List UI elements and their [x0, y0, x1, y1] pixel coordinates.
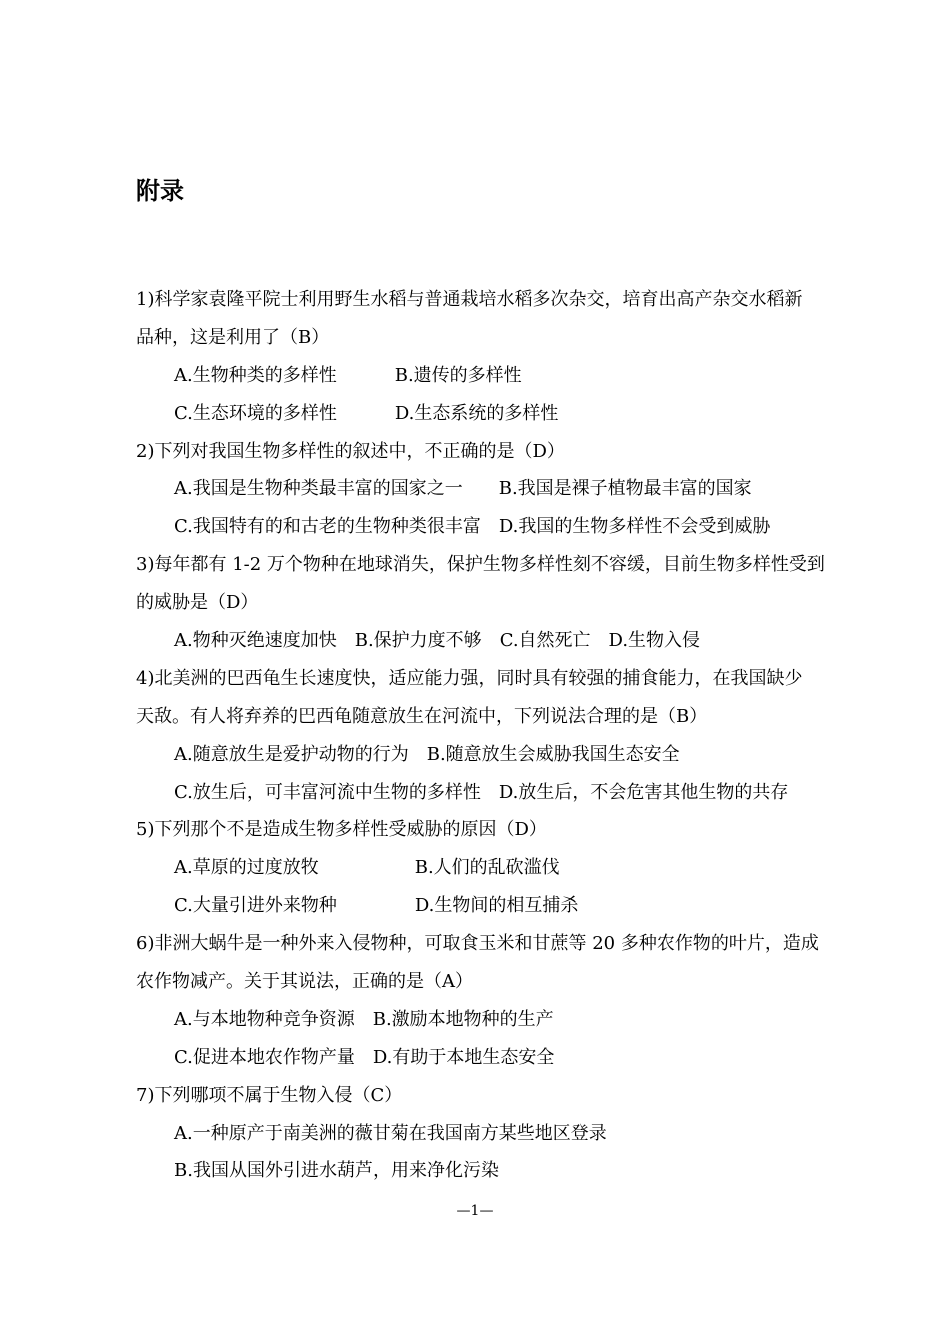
option: D.生态系统的多样性 — [394, 402, 559, 424]
option: C.放生后，可丰富河流中生物的多样性 — [174, 781, 481, 803]
option: D.生物入侵 — [608, 630, 701, 652]
option-row — [136, 774, 861, 812]
option-row — [136, 849, 861, 887]
option: A.生物种类的多样性 — [174, 364, 337, 386]
question-list — [136, 281, 861, 1190]
option-row — [136, 357, 861, 395]
option: B.我国从国外引进水葫芦，用来净化污染 — [174, 1160, 499, 1182]
option-row — [136, 1039, 861, 1077]
page-number: —1— — [456, 1203, 494, 1219]
question-stem-line: 农作物减产。关于其说法，正确的是（A） — [136, 971, 473, 993]
option: A.物种灭绝速度加快 — [174, 630, 337, 652]
option: B.保护力度不够 — [354, 630, 482, 652]
question-stem-line: 6)非洲大蜗牛是一种外来入侵物种，可取食玉米和甘蔗等 20 多种农作物的叶片，造成 — [136, 933, 819, 955]
option-row — [136, 1001, 861, 1039]
question-stem-line: 1)科学家袁隆平院士利用野生水稻与普通栽培水稻多次杂交，培育出高产杂交水稻新 — [136, 289, 803, 310]
option: D.我国的生物多样性不会受到威胁 — [498, 516, 771, 538]
option: D.放生后，不会危害其他生物的共存 — [498, 781, 789, 803]
option: A.草原的过度放牧 — [174, 857, 319, 879]
option-row — [136, 508, 861, 546]
question-stem-line: 天敌。有人将弃养的巴西龟随意放生在河流中，下列说法合理的是（B） — [136, 705, 708, 727]
option: A.一种原产于南美洲的薇甘菊在我国南方某些地区登录 — [174, 1122, 607, 1144]
page-title: 附录 — [136, 177, 184, 205]
option: C.促进本地农作物产量 — [174, 1046, 355, 1068]
question-stem-line: 品种，这是利用了（B） — [136, 326, 330, 348]
option-row — [136, 887, 861, 925]
option-row — [136, 736, 861, 774]
question-stem-line: 3)每年都有 1-2 万个物种在地球消失，保护生物多样性刻不容缓，目前生物多样性受到 — [136, 554, 825, 576]
question-stem-line: 5)下列那个不是造成生物多样性受威胁的原因（D） — [136, 819, 547, 841]
option: B.激励本地物种的生产 — [372, 1008, 554, 1030]
option-row — [136, 622, 861, 660]
option: D.有助于本地生态安全 — [372, 1046, 555, 1068]
option: B.我国是裸子植物最丰富的国家 — [498, 478, 752, 500]
option-row — [136, 1115, 861, 1153]
option: C.大量引进外来物种 — [174, 895, 337, 917]
question-stem-line: 的威胁是（D） — [136, 592, 259, 614]
option: C.自然死亡 — [499, 630, 591, 652]
option: C.生态环境的多样性 — [174, 402, 337, 424]
option: B.人们的乱砍滥伐 — [414, 857, 560, 879]
question-stem-line: 4)北美洲的巴西龟生长速度快，适应能力强，同时具有较强的捕食能力，在我国缺少 — [136, 667, 803, 689]
option: B.遗传的多样性 — [394, 364, 522, 386]
option: C.我国特有的和古老的生物种类很丰富 — [174, 516, 481, 538]
option-row — [136, 395, 861, 433]
option-row — [136, 470, 861, 508]
question-stem-line: 2)下列对我国生物多样性的叙述中，不正确的是（D） — [136, 440, 565, 462]
question-stem-line: 7)下列哪项不属于生物入侵（C） — [136, 1084, 403, 1106]
option: A.我国是生物种类最丰富的国家之一 — [174, 478, 463, 500]
option: A.随意放生是爱护动物的行为 — [174, 743, 409, 765]
option: D.生物间的相互捕杀 — [414, 895, 579, 917]
option: B.随意放生会威胁我国生态安全 — [426, 743, 680, 765]
option: A.与本地物种竞争资源 — [174, 1008, 355, 1030]
option-row — [136, 1152, 861, 1190]
